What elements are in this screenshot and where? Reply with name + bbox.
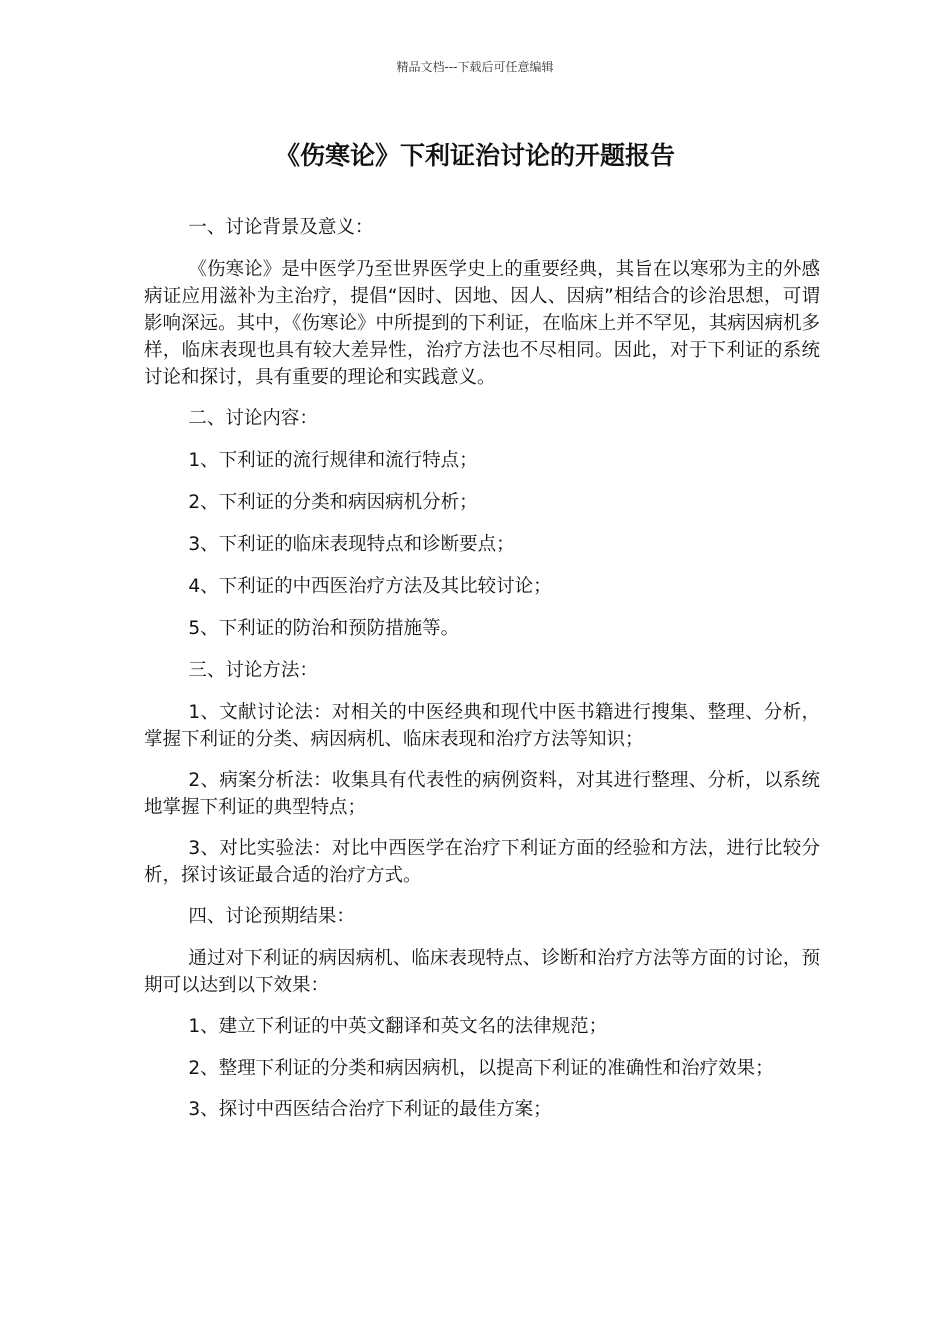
- section-heading-background: 一、讨论背景及意义：: [188, 217, 374, 238]
- section-heading-content: 二、讨论内容：: [188, 408, 318, 429]
- content-item-2: 2、下利证的分类和病因病机分析；: [188, 492, 478, 513]
- expected-results-intro: 通过对下利证的病因病机、临床表现特点、诊断和治疗方法等方面的讨论，预期可以达到以下效果：: [144, 948, 820, 996]
- document-title: 《伤寒论》下利证治讨论的开题报告: [274, 141, 675, 170]
- page-header: 精品文档---下载后可任意编辑: [396, 60, 554, 74]
- result-item-2: 2、整理下利证的分类和病因病机，以提高下利证的准确性和治疗效果；: [188, 1058, 774, 1079]
- section-heading-expected-results: 四、讨论预期结果：: [188, 906, 355, 927]
- content-item-5: 5、下利证的防治和预防措施等。: [188, 618, 460, 639]
- content-item-1: 1、下利证的流行规律和流行特点；: [188, 450, 478, 471]
- document-body: [144, 214, 820, 1138]
- content-item-4: 4、下利证的中西医治疗方法及其比较讨论；: [188, 576, 552, 597]
- method-item-3: 3、对比实验法：对比中西医学在治疗下利证方面的经验和方法，进行比较分析，探讨该证最合适的治疗方式。: [144, 838, 820, 886]
- background-paragraph: 《伤寒论》是中医学乃至世界医学史上的重要经典，其旨在以寒邪为主的外感病证应用滋补为主治疗，提倡“因时、因地、因人、因病”相结合的诊治思想，可谓影响深远。其中，《伤寒论》中所提到的下利证，在临床上并不罕见，其病因病机多样，临床表现也具有较大差异性，治疗方法也不尽相同。因此，对于下利证的系统讨论和探讨，具有重要的理论和实践意义。: [144, 259, 820, 388]
- content-item-3: 3、下利证的临床表现特点和诊断要点；: [188, 534, 515, 555]
- method-item-2: 2、病案分析法：收集具有代表性的病例资料，对其进行整理、分析，以系统地掌握下利证的典型特点；: [144, 770, 820, 818]
- result-item-1: 1、建立下利证的中英文翻译和英文名的法律规范；: [188, 1016, 608, 1037]
- result-item-3: 3、探讨中西医结合治疗下利证的最佳方案；: [188, 1099, 552, 1120]
- section-heading-methods: 三、讨论方法：: [188, 660, 318, 681]
- method-item-1: 1、文献讨论法：对相关的中医经典和现代中医书籍进行搜集、整理、分析，掌握下利证的分类、病因病机、临床表现和治疗方法等知识；: [144, 702, 820, 750]
